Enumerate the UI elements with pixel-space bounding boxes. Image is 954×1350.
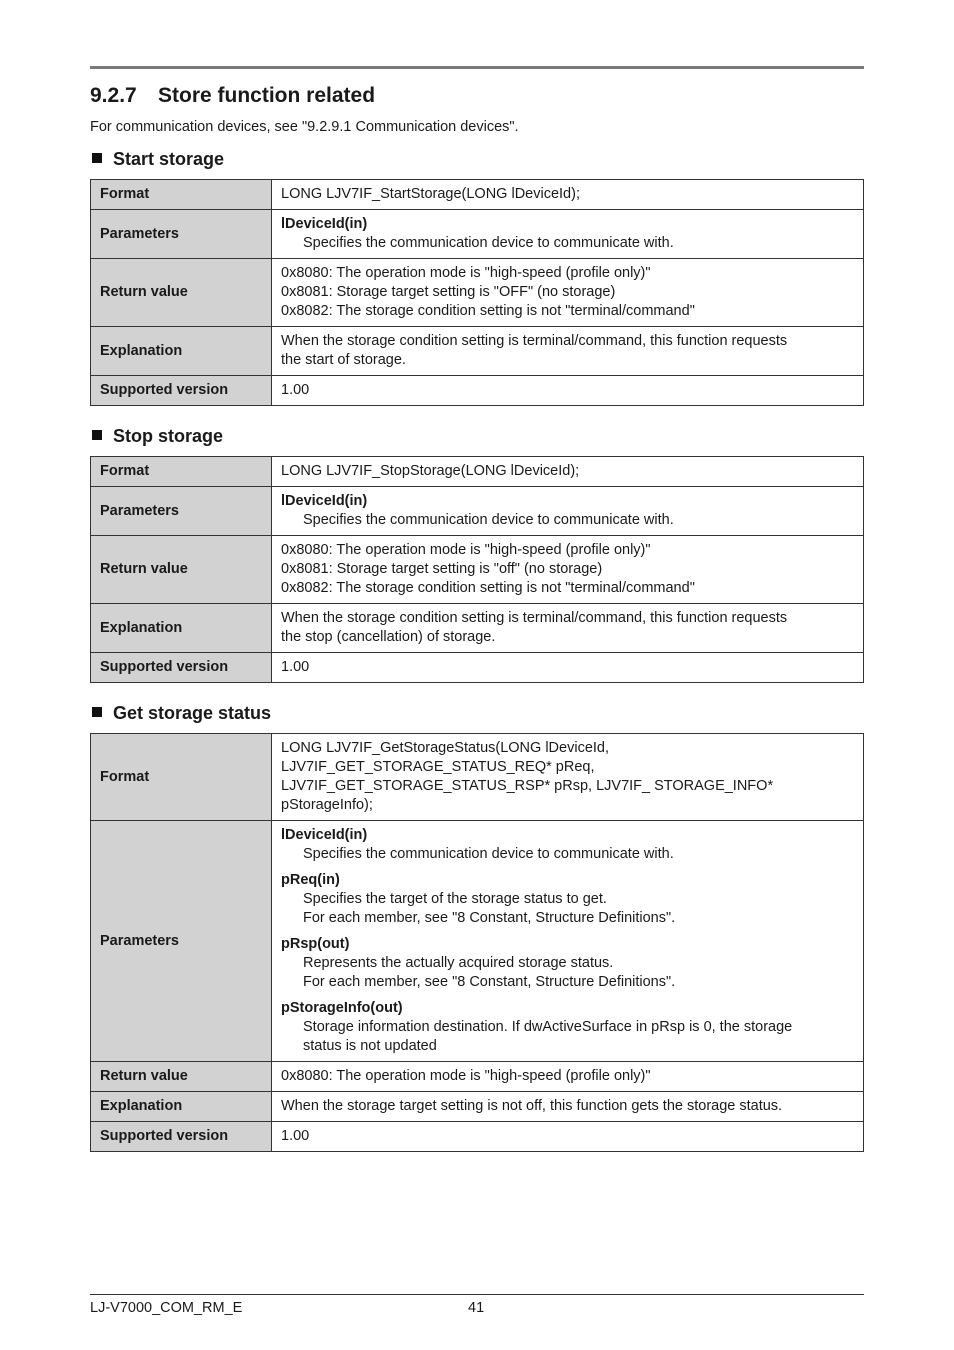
explanation-label: Explanation xyxy=(91,1092,272,1122)
footer-rule xyxy=(90,1294,864,1295)
version-value: 1.00 xyxy=(281,382,310,398)
table-row xyxy=(91,653,864,683)
return-value-cell xyxy=(272,1062,864,1092)
explanation-line: When the storage target setting is not off, this function gets the storage status. xyxy=(281,1098,783,1114)
stop-storage-table xyxy=(90,456,864,683)
page-number: 41 xyxy=(468,1300,485,1316)
format-label: Format xyxy=(91,734,272,821)
get-storage-status-title: Get storage status xyxy=(113,703,272,723)
version-cell xyxy=(272,376,864,406)
square-bullet-icon xyxy=(92,430,102,440)
table-row xyxy=(91,1062,864,1092)
format-cell xyxy=(272,457,864,487)
param-desc: Represents the actually acquired storage status. xyxy=(303,955,614,971)
table-row xyxy=(91,259,864,327)
explanation-label: Explanation xyxy=(91,327,272,376)
param-desc: Specifies the communication device to communicate with. xyxy=(303,235,674,251)
start-storage-heading xyxy=(92,149,224,170)
stop-storage-heading xyxy=(92,426,223,447)
explanation-line: the start of storage. xyxy=(281,352,406,368)
section-heading xyxy=(90,84,375,108)
parameters-cell xyxy=(272,210,864,259)
square-bullet-icon xyxy=(92,707,102,717)
param-desc: For each member, see "8 Constant, Structure Definitions". xyxy=(303,974,676,990)
return-line: 0x8080: The operation mode is "high-speed (profile only)" xyxy=(281,265,651,281)
param-desc: Specifies the communication device to communicate with. xyxy=(303,512,674,528)
supported-version-label: Supported version xyxy=(91,1122,272,1152)
get-storage-status-table xyxy=(90,733,864,1152)
parameters-label: Parameters xyxy=(91,487,272,536)
table-row xyxy=(91,536,864,604)
format-cell xyxy=(272,180,864,210)
format-cell xyxy=(272,734,864,821)
section-number: 9.2.7 xyxy=(90,84,137,107)
return-value-cell xyxy=(272,259,864,327)
param-name: pReq(in) xyxy=(281,872,340,888)
parameters-label: Parameters xyxy=(91,821,272,1062)
parameters-cell xyxy=(272,821,864,1062)
explanation-cell xyxy=(272,1092,864,1122)
format-label: Format xyxy=(91,457,272,487)
explanation-line: When the storage condition setting is terminal/command, this function requests xyxy=(281,610,788,626)
square-bullet-icon xyxy=(92,153,102,163)
format-line: LONG LJV7IF_GetStorageStatus(LONG lDeviceId, xyxy=(281,740,609,756)
section-title: Store function related xyxy=(158,84,376,107)
version-value: 1.00 xyxy=(281,659,310,675)
return-line: 0x8081: Storage target setting is "off" (no storage) xyxy=(281,561,603,577)
format-value: LONG LJV7IF_StartStorage(LONG lDeviceId); xyxy=(281,186,580,202)
return-line: 0x8082: The storage condition setting is not "terminal/command" xyxy=(281,303,695,319)
table-row xyxy=(91,210,864,259)
return-line: 0x8080: The operation mode is "high-speed (profile only)" xyxy=(281,1068,651,1084)
format-line: pStorageInfo); xyxy=(281,797,373,813)
format-line: LJV7IF_GET_STORAGE_STATUS_REQ* pReq, xyxy=(281,759,595,775)
explanation-cell xyxy=(272,604,864,653)
return-line: 0x8081: Storage target setting is "OFF" (no storage) xyxy=(281,284,616,300)
table-row xyxy=(91,1092,864,1122)
start-storage-table xyxy=(90,179,864,406)
supported-version-label: Supported version xyxy=(91,376,272,406)
version-cell xyxy=(272,653,864,683)
return-value-label: Return value xyxy=(91,536,272,604)
return-value-label: Return value xyxy=(91,1062,272,1092)
footer-doc-id: LJ-V7000_COM_RM_E xyxy=(90,1300,243,1316)
table-row xyxy=(91,487,864,536)
section-intro: For communication devices, see "9.2.9.1 Communication devices". xyxy=(90,119,519,135)
param-desc: For each member, see "8 Constant, Structure Definitions". xyxy=(303,910,676,926)
param-name: lDeviceId(in) xyxy=(281,493,368,509)
param-desc: Storage information destination. If dwActiveSurface in pRsp is 0, the storage xyxy=(303,1019,793,1035)
table-row xyxy=(91,327,864,376)
table-row xyxy=(91,376,864,406)
return-line: 0x8082: The storage condition setting is not "terminal/command" xyxy=(281,580,695,596)
start-storage-title: Start storage xyxy=(113,149,225,169)
param-desc: Specifies the target of the storage status to get. xyxy=(303,891,607,907)
parameters-label: Parameters xyxy=(91,210,272,259)
table-row xyxy=(91,821,864,1062)
table-row xyxy=(91,180,864,210)
parameters-cell xyxy=(272,487,864,536)
param-name: lDeviceId(in) xyxy=(281,216,368,232)
param-name: pRsp(out) xyxy=(281,936,350,952)
supported-version-label: Supported version xyxy=(91,653,272,683)
return-value-label: Return value xyxy=(91,259,272,327)
explanation-line: the stop (cancellation) of storage. xyxy=(281,629,496,645)
get-storage-status-heading xyxy=(92,703,271,724)
top-rule xyxy=(90,66,864,69)
table-row xyxy=(91,734,864,821)
param-desc: Specifies the communication device to communicate with. xyxy=(303,846,674,862)
return-line: 0x8080: The operation mode is "high-speed (profile only)" xyxy=(281,542,651,558)
return-value-cell xyxy=(272,536,864,604)
explanation-label: Explanation xyxy=(91,604,272,653)
param-name: pStorageInfo(out) xyxy=(281,1000,403,1016)
version-value: 1.00 xyxy=(281,1128,310,1144)
format-label: Format xyxy=(91,180,272,210)
param-name: lDeviceId(in) xyxy=(281,827,368,843)
param-desc: status is not updated xyxy=(303,1038,437,1054)
stop-storage-title: Stop storage xyxy=(113,426,224,446)
format-value: LONG LJV7IF_StopStorage(LONG lDeviceId); xyxy=(281,463,580,479)
format-line: LJV7IF_GET_STORAGE_STATUS_RSP* pRsp, LJV7IF_ STORAGE_INFO* xyxy=(281,778,774,794)
table-row xyxy=(91,457,864,487)
table-row xyxy=(91,1122,864,1152)
version-cell xyxy=(272,1122,864,1152)
explanation-cell xyxy=(272,327,864,376)
explanation-line: When the storage condition setting is terminal/command, this function requests xyxy=(281,333,788,349)
table-row xyxy=(91,604,864,653)
